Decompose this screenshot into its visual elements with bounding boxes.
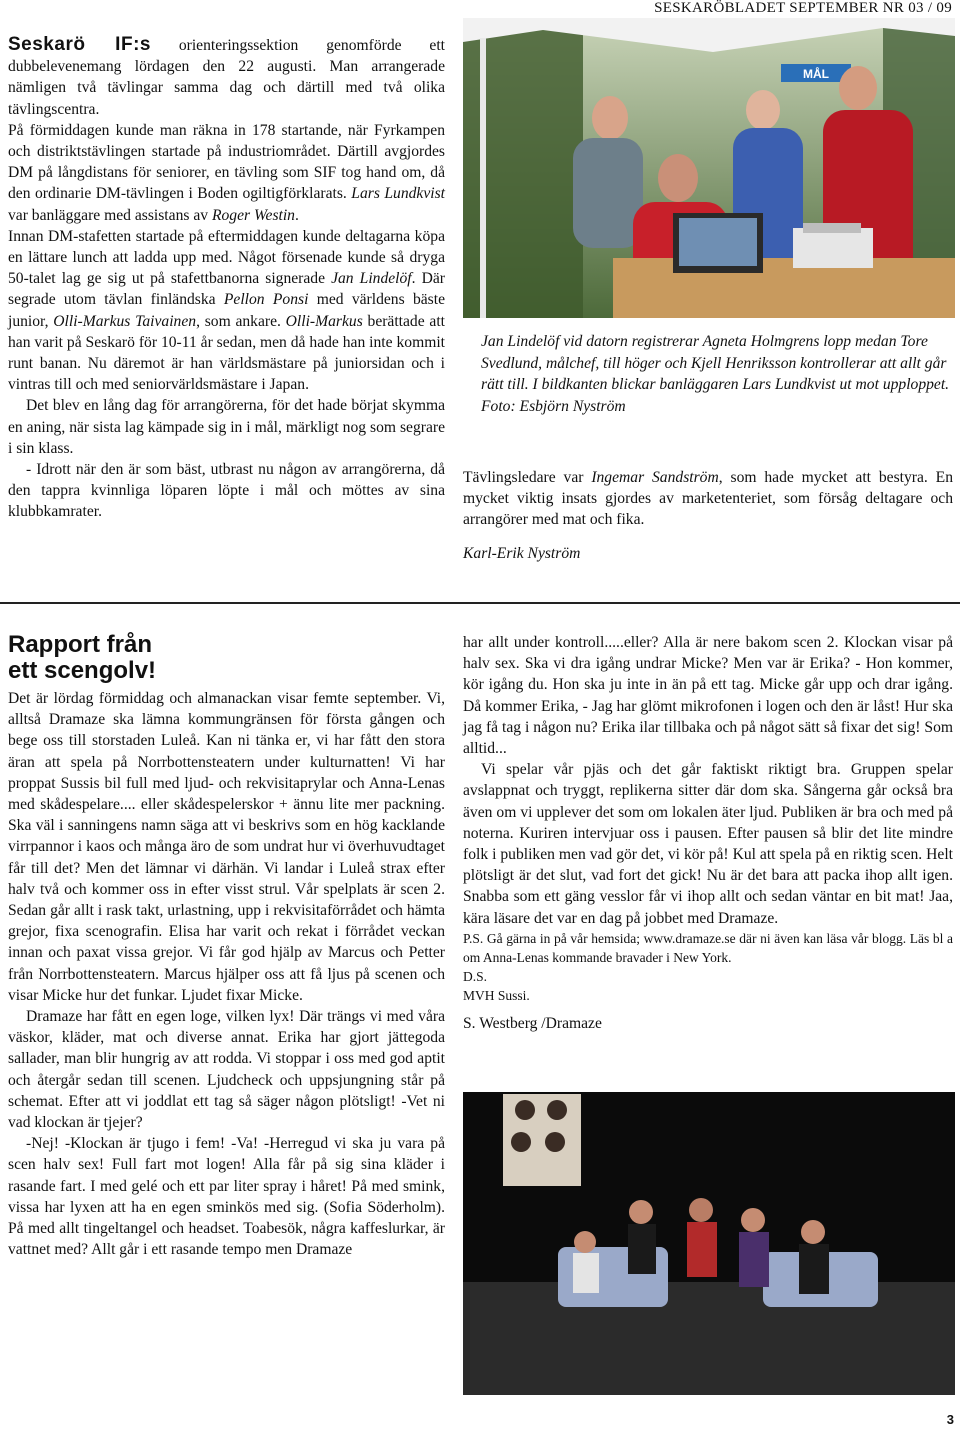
text-run: Innan DM-stafetten startade på eftermiddagen kunde deltagarna köpa en lättare lunch att ladda upp med. Något försenade kunde så dryga 50-talet lag ge sig ut på stafettbanorna signerade <box>8 227 445 288</box>
article1-paragraph-6 <box>463 467 953 531</box>
name-run: Jan Lindelöf <box>331 270 412 288</box>
text-run: . <box>294 206 299 224</box>
article1-right-body <box>463 467 953 564</box>
article2-paragraph-4: har allt under kontroll.....eller? Alla är nere bakom scen 2. Klockan visar på halv sex. Ska vi dra igång undrar Micke? Men var är Erika? - Hon kommer, kör igång du. Hon ska ju inte in än på ett tag. Micke går upp och drar igång. Då kommer Erika, - Jag har glömt mikrofonen i logen och den är låst! Hur ska jag få tag i någon nu? Erika ilar tillbaka och på något sätt så fixar det sig! Som alltid... <box>463 634 953 758</box>
article1-byline: Karl-Erik Nyström <box>463 544 581 562</box>
article2-ds: D.S. <box>463 968 488 984</box>
photo-caption <box>481 331 951 417</box>
article2-byline: S. Westberg /Dramaze <box>463 1014 602 1032</box>
article1-paragraph-5: - Idrott när den är som bäst, utbrast nu någon av arrangörerna, då den tappra kvinnliga löparen löpte i mål och möttes av sina klubbkamrater. <box>8 461 445 521</box>
name-run: Olli-Markus Taivainen <box>53 312 197 330</box>
text-run: , som hade mycket att bestyra. En mycket viktig insats gjordes av marketenteriet, som försåg deltagare och arrangörer med mat och fika. <box>463 469 953 529</box>
page-number: 3 <box>946 1412 954 1427</box>
article1-paragraph-3 <box>8 226 445 396</box>
article1-kicker: Seskarö IF:s <box>8 34 151 55</box>
name-run: Pellon Ponsi <box>223 291 309 309</box>
article2-ps: P.S. Gå gärna in på vår hemsida; www.dramaze.se där ni även kan läsa vår blogg. Läs bl a om Anna-Lenas kommande bravader i New York. <box>463 930 953 965</box>
text-run: med världens bäste junior, <box>8 291 445 330</box>
text-run: var banläggare med assistans av <box>8 206 212 224</box>
article2-paragraph-2: Dramaze har fått en egen loge, vilken lyx! Där trängs vi med våra väskor, kläder, mat och diverse annat. Erika har gjort jättegoda sallader, man blir hungrig av att rodda. Vi stoppar i oss med god aptit och återgår sedan till scenen. Ljudcheck och uppsjungning står på schemat. Efter att vi joddlat ett tag så säger någon plötsligt! -Vet ni vad klockan är tjejer? <box>8 1008 445 1132</box>
article1-paragraph-2 <box>8 120 445 226</box>
caption-text: Jan Lindelöf vid datorn registrerar Agneta Holmgrens lopp medan Tore Svedlund, målchef, till höger och Kjell Henriksson kontrollerar att allt går rätt till. I bildkanten blickar banläggaren Lars Lundkvist ut mot upploppet. <box>481 333 950 393</box>
name-run: Lars Lundkvist <box>351 185 445 203</box>
article2-heading-line2: ett scengolv! <box>8 657 157 684</box>
article2-paragraph-1: Det är lördag förmiddag och almanackan visar femte september. Vi, alltså Dramaze ska lämna kommungränsen för första gången och bege oss till storstaden Luleå. Kan ni tänka er, vi har fått den stora äran att spela på Norrbottensteatern under kulturnatten! Vi har proppat Sussis bil full med ljud- och rekvisitaprylar och Anna-Lenas med skådespelare.... eller skådespelerskor + ännu lite mer packning. Ska väl i sanningens namn säga att vi beskrivs som en hög kacklande virrpannor i kaos och många äro de som undrat hur vi överhuvudtaget får till det? Men det lämnar vi därhän. Vi landar i Luleå strax efter halv två och kommer oss in efter visst strul. Vår spelplats är scen 2. Sedan går allt i rask takt, urlastning, upp i rekvisitaförrådet och hämta grejor, fixa scenografin. Elisa har varit och rekat i förrådet veckan innan och paxat vissa grejor. Vi får god hjälp av Marcus och Petter från Norrbottensteatern. Marcus hjälper oss att få ljus på scenen och visar Micke hur det funkar. Ljudet fixar Micke. <box>8 690 445 1004</box>
article2-left-body <box>8 688 445 1260</box>
orienteering-scene <box>463 18 955 318</box>
stage-scene <box>463 1092 955 1395</box>
article2-heading-line1: Rapport från <box>8 631 152 658</box>
section-divider <box>0 602 960 604</box>
text-run: berättade att han varit på Seskarö för 10-11 år sedan, men då hade han inte kommit runt banan. Nu däremot är han världsmästare på juniorsidan och i vintras till och med seniorvärldsmästare i Japan. <box>8 312 445 394</box>
text-run: . Där segrade utom tävlan finländska <box>8 270 445 309</box>
article2-heading <box>8 632 308 684</box>
text-run: Tävlingsledare var <box>463 469 592 486</box>
name-run: Ingemar Sandström <box>591 469 719 486</box>
name-run: Olli-Markus <box>285 312 363 330</box>
article2-right-body <box>463 632 953 1034</box>
article1-body <box>8 34 445 523</box>
article2-paragraph-3: -Nej! -Klockan är tjugo i fem! -Va! -Herregud vi ska ju vara på scen halv sex! Full fart mot logen! Alla får på sig sina kläder i rasande fart. I med gelé och ett par liter spray i håret! På med smink, vissa har lyxen att ha en egen sminkös med sig. (Sofia Söderholm). På med allt tingeltangel och headset. Toabesök, några kaffeslurkar, är vattnet med? Allt går i ett rasande tempo men Dramaze <box>8 1135 445 1259</box>
mal-banner-text: MÅL <box>803 67 829 81</box>
photo-credit: Foto: Esbjörn Nyström <box>481 397 626 415</box>
article1-paragraph-4: Det blev en lång dag för arrangörerna, för det hade börjat skymma en aning, när sista lag kämpade sig in i mål, märkligt nog som segrare i sin klass. <box>8 397 445 457</box>
article2-paragraph-5: Vi spelar vår pjäs och det går faktiskt riktigt bra. Gruppen spelar avslappnat och tryggt, replikerna sitter där dom ska. Sångerna går också bra även om vi upplever det som om lokalen äter ljud. Publiken är bra och med på noterna. Kuriren intervjuar oss i pausen. Efter pausen så blir det lite mindre folk i publiken men vad gör det, vi kör på! Kul att spela på en riktig scen. Helt plötsligt är det slut, vad fort det gick! Nu är det bara att packa ihop allt igen. Snabba som ett gäng vesslor får vi ihop allt och sedan väntar en bit mat! Jaa, kära läsare det var en dag på jobbet med Dramaze. <box>463 761 953 927</box>
running-head: SESKARÖBLADET SEPTEMBER NR 03 / 09 <box>654 0 952 16</box>
text-run: , som ankare. <box>196 312 286 330</box>
name-run: Roger Westin <box>211 206 295 224</box>
article1-lead-paragraph <box>8 34 445 120</box>
article1-lead-text: orienteringssektion genomförde ett dubbelevenemang lördagen den 22 augusti. Man arrangerade nämligen två tävlingar samma dag och därtill med två olika tävlingscentra. <box>8 37 446 118</box>
orienteering-photo <box>463 18 955 318</box>
text-run: På förmiddagen kunde man räkna in 178 startande, när Fyrkampen och distriktstävlingen startade på industriområdet. Därtill avgjordes DM på långdistans för seniorer, en tävling som SIF tog hand om, då den ordinarie DM-tävlingen i Boden ogiltigförklarats. <box>8 121 445 203</box>
article2-mvh: MVH Sussi. <box>463 987 530 1003</box>
stage-photo <box>463 1092 955 1395</box>
